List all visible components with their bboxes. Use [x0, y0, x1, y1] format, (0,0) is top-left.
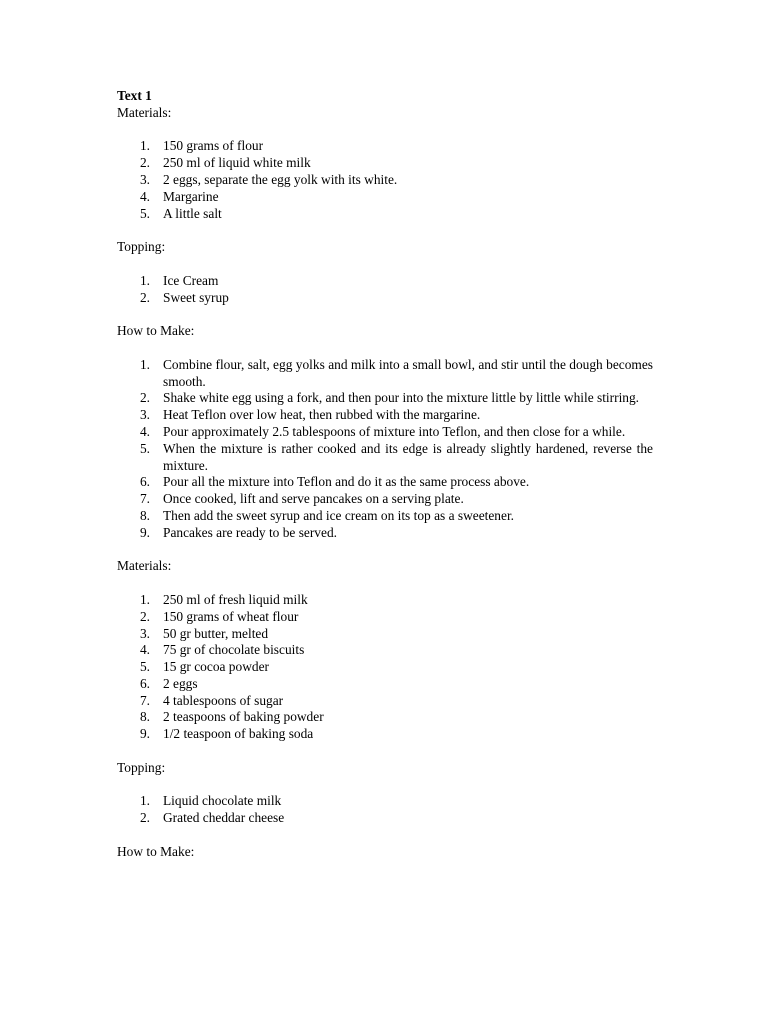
recipe2-topping-list — [117, 793, 653, 827]
list-item-number: 2. — [139, 289, 150, 305]
list-item-text: 2 teaspoons of baking powder — [163, 709, 324, 725]
list-item-text: When the mixture is rather cooked and its edge is already slightly hardened, reverse the mixture. — [163, 440, 653, 473]
document-title: Text 1 — [117, 88, 152, 103]
list-item — [117, 525, 653, 542]
list-item — [117, 693, 653, 710]
list-item-number: 9. — [139, 524, 150, 540]
list-item — [117, 726, 653, 743]
recipe1-topping-heading: Topping: — [117, 239, 166, 255]
list-item — [117, 138, 653, 155]
list-item-text: 2 eggs, separate the egg yolk with its white. — [163, 171, 398, 187]
list-item-number: 5. — [139, 440, 150, 456]
list-item-number: 5. — [139, 205, 150, 221]
document-content — [117, 88, 653, 861]
list-item-text: 150 grams of flour — [163, 138, 264, 154]
list-item-number: 2. — [139, 810, 150, 826]
list-item-number: 7. — [139, 491, 150, 507]
list-item-number: 3. — [139, 171, 150, 187]
list-item-number: 2. — [139, 155, 150, 171]
list-item-text: 4 tablespoons of sugar — [163, 692, 284, 708]
list-item — [117, 290, 653, 307]
recipe2-howto-heading: How to Make: — [117, 843, 195, 859]
list-item — [117, 642, 653, 659]
list-item-text: 1/2 teaspoon of baking soda — [163, 726, 314, 742]
recipe2-topping-heading: Topping: — [117, 759, 166, 775]
list-item-text: Shake white egg using a fork, and then pour into the mixture little by little while stirring. — [163, 390, 640, 406]
list-item-text: 2 eggs — [163, 675, 198, 691]
list-item — [117, 676, 653, 693]
list-item — [117, 709, 653, 726]
list-item-text: Heat Teflon over low heat, then rubbed with the margarine. — [163, 407, 481, 423]
list-item — [117, 810, 653, 827]
list-item-number: 1. — [139, 591, 150, 607]
list-item — [117, 659, 653, 676]
list-item-number: 2. — [139, 608, 150, 624]
list-item-number: 7. — [139, 692, 150, 708]
list-item-number: 9. — [139, 726, 150, 742]
recipe1-howto-heading: How to Make: — [117, 323, 195, 339]
list-item-number: 6. — [139, 675, 150, 691]
recipe1-materials-heading: Materials: — [117, 104, 172, 120]
list-item — [117, 592, 653, 609]
list-item-number: 2. — [139, 390, 150, 406]
list-item — [117, 357, 653, 391]
list-item-text: Once cooked, lift and serve pancakes on a serving plate. — [163, 491, 464, 507]
list-item-text: 150 grams of wheat flour — [163, 608, 299, 624]
list-item — [117, 491, 653, 508]
list-item-text: Grated cheddar cheese — [163, 810, 285, 826]
list-item-text: 75 gr of chocolate biscuits — [163, 642, 305, 658]
list-item — [117, 793, 653, 810]
list-item-text: Sweet syrup — [163, 289, 229, 305]
list-item-text: 50 gr butter, melted — [163, 625, 269, 641]
list-item-text: 250 ml of liquid white milk — [163, 155, 311, 171]
list-item-number: 3. — [139, 625, 150, 641]
list-item — [117, 508, 653, 525]
list-item — [117, 609, 653, 626]
list-item-text: Liquid chocolate milk — [163, 793, 282, 809]
list-item-number: 1. — [139, 138, 150, 154]
list-item-number: 1. — [139, 793, 150, 809]
list-item-number: 5. — [139, 659, 150, 675]
list-item-text: Pour all the mixture into Teflon and do it as the same process above. — [163, 474, 530, 490]
list-item-number: 4. — [139, 423, 150, 439]
list-item — [117, 626, 653, 643]
list-item-number: 8. — [139, 709, 150, 725]
list-item-text: Margarine — [163, 188, 219, 204]
list-item-text: Combine flour, salt, egg yolks and milk into a small bowl, and stir until the dough becomes smooth. — [163, 356, 653, 389]
list-item — [117, 155, 653, 172]
list-item-number: 3. — [139, 407, 150, 423]
list-item-text: A little salt — [163, 205, 222, 221]
list-item — [117, 407, 653, 424]
recipe2-materials-list — [117, 592, 653, 743]
list-item-number: 1. — [139, 272, 150, 288]
list-item-text: 15 gr cocoa powder — [163, 659, 269, 675]
list-item-text: Then add the sweet syrup and ice cream on its top as a sweetener. — [163, 507, 515, 523]
list-item-number: 4. — [139, 188, 150, 204]
list-item-number: 1. — [139, 356, 150, 372]
list-item-text: 250 ml of fresh liquid milk — [163, 591, 308, 607]
list-item — [117, 206, 653, 223]
recipe1-topping-list — [117, 273, 653, 307]
list-item-number: 8. — [139, 507, 150, 523]
list-item — [117, 441, 653, 475]
list-item-number: 4. — [139, 642, 150, 658]
list-item — [117, 390, 653, 407]
recipe1-steps-list — [117, 357, 653, 542]
list-item — [117, 172, 653, 189]
list-item — [117, 189, 653, 206]
recipe1-materials-list — [117, 138, 653, 222]
list-item-text: Pancakes are ready to be served. — [163, 524, 337, 540]
list-item — [117, 474, 653, 491]
list-item — [117, 424, 653, 441]
list-item-number: 6. — [139, 474, 150, 490]
recipe2-materials-heading: Materials: — [117, 558, 172, 574]
list-item-text: Pour approximately 2.5 tablespoons of mixture into Teflon, and then close for a while. — [163, 423, 626, 439]
list-item-text: Ice Cream — [163, 272, 219, 288]
list-item — [117, 273, 653, 290]
